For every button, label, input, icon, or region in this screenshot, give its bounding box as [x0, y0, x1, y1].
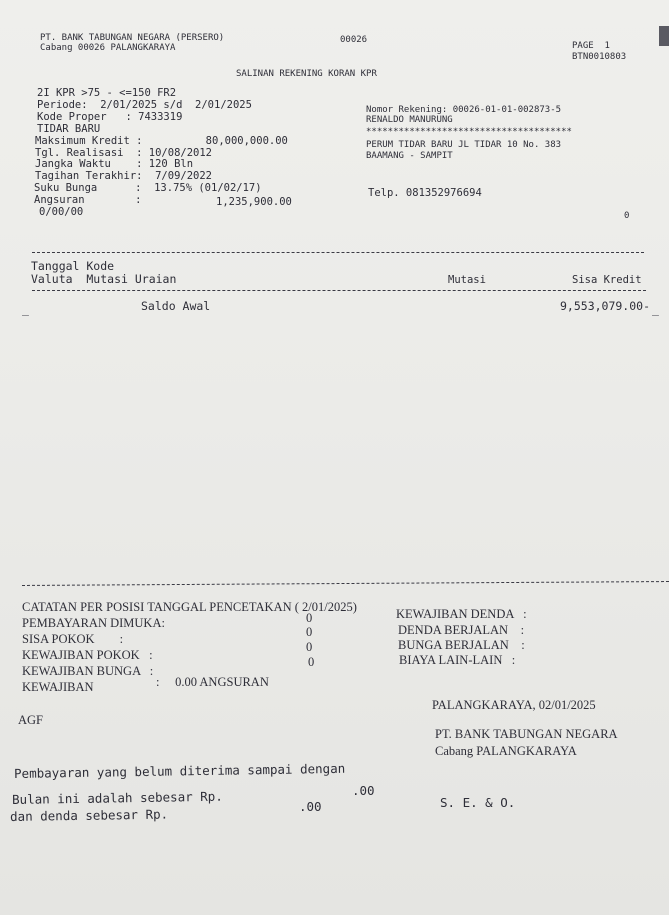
signatory-bank: PT. BANK TABUNGAN NEGARA	[435, 727, 618, 741]
note-left-label: SISA POKOK :	[22, 632, 124, 646]
address-line-1: PERUM TIDAR BARU JL TIDAR 10 No. 383	[366, 140, 562, 150]
last-bill: Tagihan Terakhir: 7/09/2022	[35, 170, 213, 182]
installment-label: Angsuran :	[34, 194, 142, 206]
table-header-line-1: Tanggal Kode	[31, 259, 115, 273]
table-header-line-2: Valuta Mutasi Uraian	[31, 272, 177, 286]
unpaid-line-2: Bulan ini adalah sebesar Rp.	[11, 788, 223, 807]
unpaid-line-1: Pembayaran yang belum diterima sampai dengan	[13, 760, 346, 781]
interest-rate: Suku Bunga : 13.75% (01/02/17)	[34, 182, 262, 194]
row-margin-mark: _	[22, 302, 29, 316]
column-sisa-kredit: Sisa Kredit	[572, 274, 642, 286]
seo-note: S. E. & O.	[440, 795, 516, 810]
branch-name: Cabang 00026 PALANGKARAYA	[40, 43, 176, 53]
address-line-2: BAAMANG - SAMPIT	[366, 151, 453, 161]
page-title: SALINAN REKENING KORAN KPR	[236, 69, 377, 79]
note-left-value: 0	[306, 625, 313, 639]
divider-bottom	[22, 581, 669, 586]
note-right-label: BIAYA LAIN-LAIN :	[399, 653, 516, 667]
row-balance: 9,553,079.00-	[560, 299, 651, 313]
note-right-label: BUNGA BERJALAN :	[398, 638, 525, 652]
product-code: 2I KPR >75 - <=150 FR2	[37, 87, 177, 99]
doc-code: BTN0010803	[572, 52, 627, 62]
realization-date: Tgl. Realisasi : 10/08/2012	[35, 147, 213, 159]
notes-title: CATATAN PER POSISI TANGGAL PENCETAKAN ( 2/01/2025)	[22, 600, 357, 614]
branch-code: 00026	[340, 35, 368, 45]
kewajiban-value: : 0.00 ANGSURAN	[156, 675, 269, 689]
signatory-branch: Cabang PALANGKARAYA	[435, 744, 577, 758]
term: Jangka Waktu : 120 Bln	[35, 158, 194, 170]
installment-value: 1,235,900.00	[216, 196, 292, 208]
max-credit: Maksimum Kredit : 80,000,000.00	[35, 135, 288, 147]
customer-name: RENALDO MANURUNG	[366, 115, 453, 125]
note-left-value: 0	[308, 655, 315, 669]
phone: Telp. 081352976694	[368, 187, 482, 199]
note-left-value: 0	[306, 611, 313, 625]
note-left-value: 0	[306, 640, 313, 654]
column-mutasi: Mutasi	[448, 274, 486, 286]
unpaid-line-3: dan denda sebesar Rp.	[9, 806, 169, 824]
note-right-label: KEWAJIBAN DENDA :	[396, 607, 527, 621]
unpaid-value-2: .00	[299, 799, 322, 814]
note-left-label: KEWAJIBAN BUNGA :	[22, 664, 154, 678]
divider-header	[32, 290, 646, 291]
account-number: Nomor Rekening: 00026-01-01-002873-5	[366, 105, 562, 115]
note-left-label: PEMBAYARAN DIMUKA:	[22, 616, 165, 630]
unpaid-value-1: .00	[352, 783, 375, 798]
row-description: Saldo Awal	[141, 299, 211, 313]
note-right-label: DENDA BERJALAN :	[398, 623, 525, 637]
divider-top	[32, 252, 644, 253]
bank-name: PT. BANK TABUNGAN NEGARA (PERSERO)	[40, 33, 225, 43]
background-edge	[659, 26, 669, 46]
row-margin-mark: _	[652, 302, 659, 316]
place-date: PALANGKARAYA, 02/01/2025	[432, 698, 596, 712]
operator-initials: AGF	[18, 713, 44, 727]
proper-code: Kode Proper : 7433319	[37, 111, 183, 123]
project-name: TIDAR BARU	[37, 123, 101, 135]
page-label: PAGE 1	[572, 41, 610, 51]
right-zero: 0	[624, 211, 630, 221]
star-separator: **************************************	[366, 127, 572, 137]
note-left-label: KEWAJIBAN POKOK :	[22, 648, 153, 662]
zero-date: 0/00/00	[39, 206, 84, 218]
period: Periode: 2/01/2025 s/d 2/01/2025	[37, 99, 252, 111]
kewajiban-label: KEWAJIBAN	[22, 680, 94, 694]
